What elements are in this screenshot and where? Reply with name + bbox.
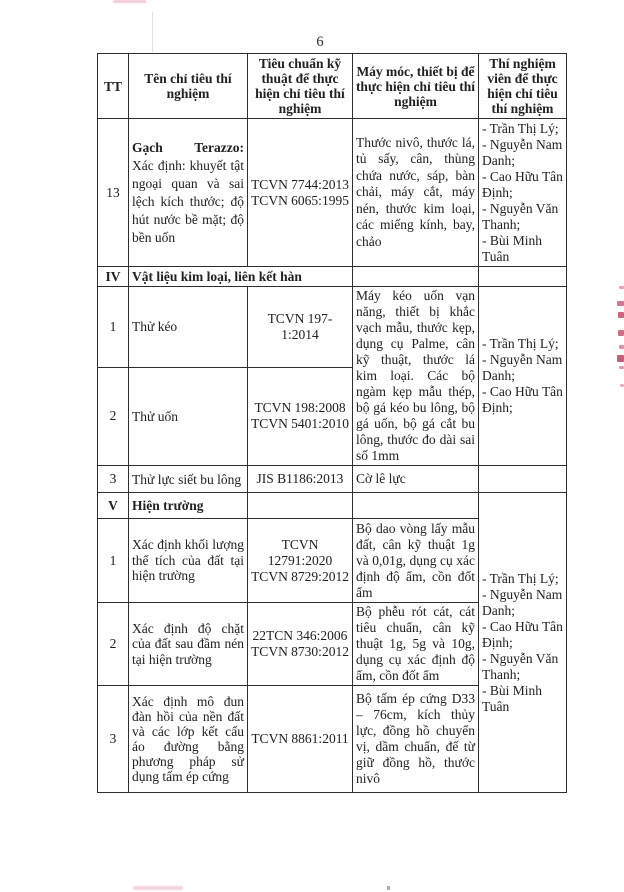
table-row-IV-3 — [98, 466, 567, 493]
row13-number: 13 — [98, 119, 129, 267]
test-criteria-table — [97, 53, 567, 793]
table-header-row — [98, 54, 567, 119]
scan-line-artifact — [152, 12, 153, 52]
rowV3-standards: TCVN 8861:2011 — [248, 686, 353, 793]
rowV1-test-name: Xác định khối lượng thể tích của đất tại hiện trường — [129, 519, 248, 603]
sectionIV-equipment-empty — [353, 267, 479, 287]
rowIV3-equipment: Cờ lê lực — [353, 466, 479, 493]
rowV3-equipment: Bộ tấm ép cứng D33 – 76cm, kích thủy lực, đồng hồ chuyển vị, dầm chuẩn, đế từ giữ đồng hồ, thước nivô — [353, 686, 479, 793]
header-equipment: Máy móc, thiết bị để thực hiện chỉ tiêu thí nghiệm — [353, 54, 479, 119]
rowIV1-test-name: Thử kéo — [129, 287, 248, 368]
header-tt: TT — [98, 54, 129, 119]
sectionV-technicians: - Trần Thị Lý; - Nguyễn Nam Danh; - Cao Hữu Tân Định; - Nguyễn Văn Thanh; - Bùi Minh Tuân — [479, 493, 567, 793]
sectionV-standard-empty — [248, 493, 353, 519]
sectionV-number: V — [98, 493, 129, 519]
table-row-13 — [98, 119, 567, 267]
rowIV1-standards: TCVN 197-1:2014 — [248, 287, 353, 368]
row13-technicians: - Trần Thị Lý; - Nguyễn Nam Danh; - Cao Hữu Tân Định; - Nguyễn Văn Thanh; - Bùi Minh Tuân — [479, 119, 567, 267]
rowV1-equipment: Bộ dao vòng lấy mẫu đất, cân kỹ thuật 1g và 0,01g, dụng cụ xác định độ ẩm, cồn đốt ẩm — [353, 519, 479, 603]
ink-bleed-mark — [619, 286, 624, 289]
row13-test-name-bold: Gạch Terazzo: — [132, 139, 244, 155]
rowIV1-number: 1 — [98, 287, 129, 368]
sectionV-equipment-empty — [353, 493, 479, 519]
rowIV1-equipment: Máy kéo uốn vạn năng, thiết bị khắc vạch mẫu, thước kẹp, dụng cụ Palme, cân kỹ thuật, thước lá kim loại. Các bộ ngàm kẹp mẫu thép, bộ gá kéo bu lông, bộ gá uốn, bộ gá cắt bu lông, thước đo dài sai số 1mm — [353, 287, 479, 466]
rowV3-number: 3 — [98, 686, 129, 793]
table-row-IV-1 — [98, 287, 567, 368]
sectionIV-number: IV — [98, 267, 129, 287]
rowIV2-number: 2 — [98, 367, 129, 465]
ink-bleed-mark — [618, 330, 624, 336]
rowV1-standards: TCVN 12791:2020 TCVN 8729:2012 — [248, 519, 353, 603]
sectionV-title: Hiện trường — [129, 493, 248, 519]
row13-standards: TCVN 7744:2013 TCVN 6065:1995 — [248, 119, 353, 267]
rowIV2-test-name: Thử uốn — [129, 367, 248, 465]
rowIV3-number: 3 — [98, 466, 129, 493]
rowIV3-technicians-empty — [479, 466, 567, 493]
ink-bleed-mark — [619, 345, 624, 349]
rowIV3-standards: JIS B1186:2013 — [248, 466, 353, 493]
header-test-name: Tên chỉ tiêu thí nghiệm — [129, 54, 248, 119]
row13-test-name — [129, 119, 248, 267]
speck-artifact-bottom — [387, 886, 390, 890]
ink-bleed-mark — [617, 355, 624, 362]
section-row-IV — [98, 267, 567, 287]
header-standard: Tiêu chuẩn kỹ thuật để thực hiện chỉ tiêu thí nghiệm — [248, 54, 353, 119]
rowV3-test-name: Xác định mô đun đàn hồi của nền đất và các lớp kết cấu áo đường bằng phương pháp sử dụng tấm ép cứng — [129, 686, 248, 793]
ink-bleed-mark — [619, 366, 624, 369]
rowIV2-standards: TCVN 198:2008 TCVN 5401:2010 — [248, 367, 353, 465]
row13-equipment: Thước nivô, thước lá, tủ sấy, cân, thùng chứa nước, sáp, bàn chải, máy cắt, máy nén, thước kim loại, các miếng kính, bay, chảo — [353, 119, 479, 267]
rowV1-number: 1 — [98, 519, 129, 603]
rowV2-standards: 22TCN 346:2006 TCVN 8730:2012 — [248, 603, 353, 686]
ink-bleed-mark — [618, 312, 624, 318]
header-technicians: Thí nghiệm viên để thực hiện chỉ tiêu thí nghiệm — [479, 54, 567, 119]
row13-test-name-rest: Xác định: khuyết tật ngoại quan và sai lệch kích thước; độ hút nước bề mặt; độ bền uốn — [132, 157, 244, 245]
rowIV3-test-name: Thử lực siết bu lông — [129, 466, 248, 493]
rowIV1-technicians: - Trần Thị Lý; - Nguyễn Nam Danh; - Cao Hữu Tân Định; — [479, 287, 567, 466]
section-row-V — [98, 493, 567, 519]
page-number: 6 — [316, 34, 324, 50]
pink-smudge-artifact-top — [113, 0, 146, 3]
sectionIV-title: Vật liệu kim loại, liên kết hàn — [129, 267, 353, 287]
sectionIV-technicians-empty — [479, 267, 567, 287]
ink-bleed-mark — [617, 301, 624, 306]
rowV2-equipment: Bộ phễu rót cát, cát tiêu chuẩn, cân kỹ thuật 1g, 5g và 10g, dụng cụ xác định độ ẩm, cồn đốt ẩm — [353, 603, 479, 686]
rowV2-test-name: Xác định độ chặt của đất sau đầm nén tại hiện trường — [129, 603, 248, 686]
ink-bleed-mark — [620, 384, 624, 387]
rowV2-number: 2 — [98, 603, 129, 686]
pink-smudge-artifact-bottom — [133, 886, 183, 890]
